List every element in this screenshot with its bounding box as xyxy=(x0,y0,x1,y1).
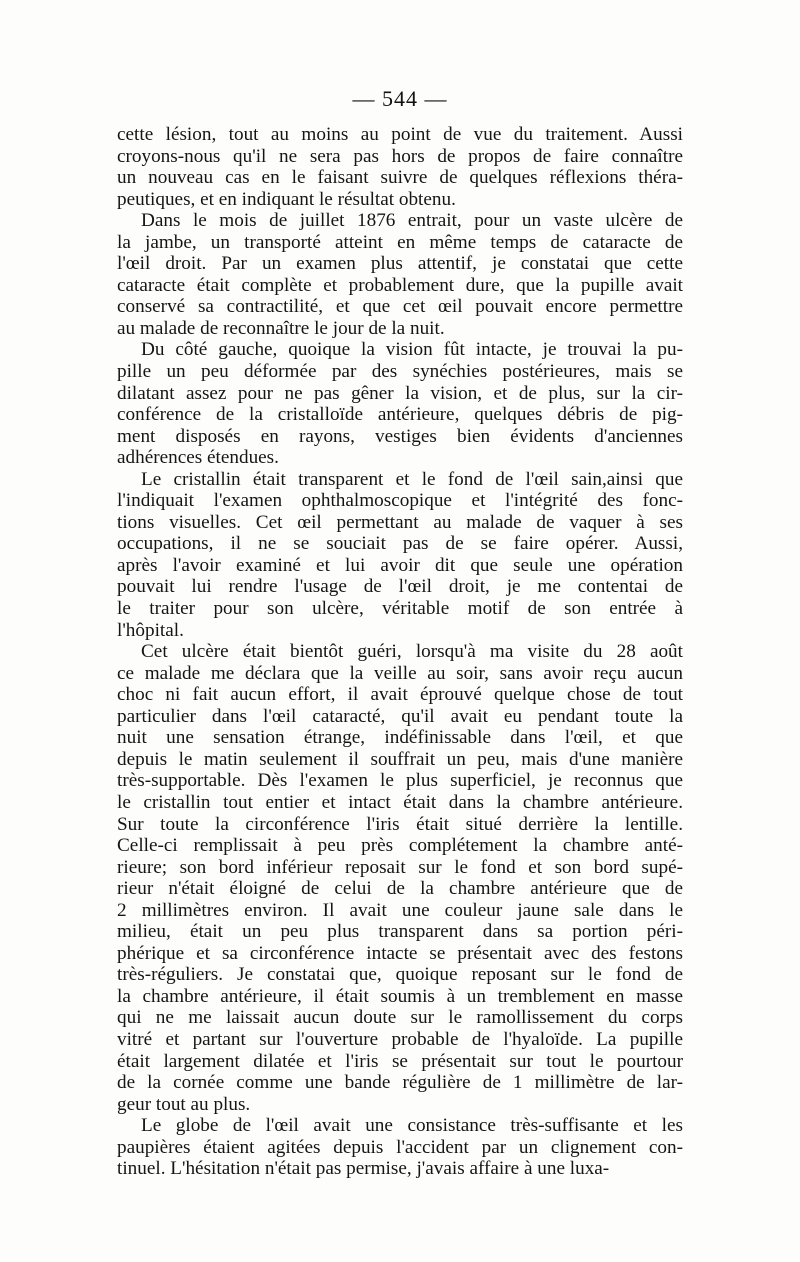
page-number: — 544 — xyxy=(352,86,448,111)
text-line: geur tout au plus. xyxy=(117,1093,251,1115)
text-line: Cet ulcère était bientôt guéri, lorsqu'à ma visite du 28 août xyxy=(141,641,683,663)
text-line: adhérences étendues. xyxy=(117,447,279,469)
text-line: Celle-ci remplissait à peu près complétement la chambre anté- xyxy=(117,835,683,857)
text-line: conservé sa contractilité, et que cet œil pouvait encore permettre xyxy=(117,296,683,318)
text-line: Dans le mois de juillet 1876 entrait, pour un vaste ulcère de xyxy=(141,210,683,232)
paragraph xyxy=(117,469,683,641)
text-line: qui ne me laissait aucun doute sur le ramollissement du corps xyxy=(117,1007,683,1029)
text-line: conférence de la cristalloïde antérieure, quelques débris de pig- xyxy=(117,404,683,426)
text-line: choc ni fait aucun effort, il avait éprouvé quelque chose de tout xyxy=(117,684,683,706)
paragraph xyxy=(117,210,683,339)
paragraph xyxy=(117,641,683,1115)
text-line: Du côté gauche, quoique la vision fût intacte, je trouvai la pu- xyxy=(141,339,683,361)
text-line: cataracte était complète et probablement dure, que la pupille avait xyxy=(117,274,683,296)
text-line: au malade de reconnaître le jour de la nuit. xyxy=(117,317,445,339)
text-line: tions visuelles. Cet œil permettant au malade de vaquer à ses xyxy=(117,511,683,533)
text-line: la chambre antérieure, il était soumis à un tremblement en masse xyxy=(117,985,683,1007)
text-line: la jambe, un transporté atteint en même temps de cataracte de xyxy=(117,231,683,253)
text-line: croyons-nous qu'il ne sera pas hors de propos de faire connaître xyxy=(117,145,683,167)
text-line: très-supportable. Dès l'examen le plus superficiel, je reconnus que xyxy=(117,770,683,792)
text-line: nuit une sensation étrange, indéfinissable dans l'œil, et que xyxy=(117,727,683,749)
text-line: ment disposés en rayons, vestiges bien évidents d'anciennes xyxy=(117,425,683,447)
text-line: paupières étaient agitées depuis l'accident par un clignement con- xyxy=(117,1136,683,1158)
text-line: Sur toute la circonférence l'iris était situé derrière la lentille. xyxy=(117,813,683,835)
paragraph xyxy=(117,124,683,210)
text-line: tinuel. L'hésitation n'était pas permise, j'avais affaire à une luxa- xyxy=(117,1158,610,1180)
text-line: cette lésion, tout au moins au point de vue du traitement. Aussi xyxy=(117,124,683,145)
text-line: un nouveau cas en le faisant suivre de quelques réflexions théra- xyxy=(117,167,683,189)
text-line: 2 millimètres environ. Il avait une couleur jaune sale dans le xyxy=(117,899,683,921)
text-line: le traiter pour son ulcère, véritable motif de son entrée à xyxy=(117,598,683,620)
text-line: milieu, était un peu plus transparent dans sa portion péri- xyxy=(117,921,683,943)
text-line: depuis le matin seulement il souffrait un peu, mais d'une manière xyxy=(117,748,683,770)
text-line: de la cornée comme une bande régulière de 1 millimètre de lar- xyxy=(117,1072,683,1094)
paragraph xyxy=(117,339,683,468)
text-line: pouvait lui rendre l'usage de l'œil droit, je me contentai de xyxy=(117,576,683,598)
text-line: dilatant assez pour ne pas gêner la vision, et de plus, sur la cir- xyxy=(117,382,683,404)
paragraph xyxy=(117,1115,683,1180)
text-line: ce malade me déclara que la veille au soir, sans avoir reçu aucun xyxy=(117,662,683,684)
text-line: occupations, il ne se souciait pas de se faire opérer. Aussi, xyxy=(117,533,683,555)
text-line: Le globe de l'œil avait une consistance très-suffisante et les xyxy=(141,1115,683,1137)
text-line: l'œil droit. Par un examen plus attentif, je constatai que cette xyxy=(117,253,683,275)
text-line: Le cristallin était transparent et le fond de l'œil sain,ainsi que xyxy=(141,468,683,490)
text-line: l'hôpital. xyxy=(117,619,184,641)
text-line: très-réguliers. Je constatai que, quoique reposant sur le fond de xyxy=(117,964,683,986)
body-text xyxy=(117,124,683,1180)
text-line: le cristallin tout entier et intact était dans la chambre antérieure. xyxy=(117,791,683,813)
text-line: phérique et sa circonférence intacte se présentait avec des festons xyxy=(117,942,683,964)
text-line: pille un peu déformée par des synéchies postérieures, mais se xyxy=(117,361,683,383)
text-line: particulier dans l'œil cataracté, qu'il avait eu pendant toute la xyxy=(117,705,683,727)
text-line: rieur n'était éloigné de celui de la chambre antérieure que de xyxy=(117,878,683,900)
text-line: l'indiquait l'examen ophthalmoscopique et l'intégrité des fonc- xyxy=(117,490,683,512)
text-line: vitré et partant sur l'ouverture probable de l'hyaloïde. La pupille xyxy=(117,1028,683,1050)
text-line: peutiques, et en indiquant le résultat obtenu. xyxy=(117,188,456,210)
text-line: rieure; son bord inférieur reposait sur le fond et son bord supé- xyxy=(117,856,683,878)
text-line: après l'avoir examiné et lui avoir dit que seule une opération xyxy=(117,554,683,576)
text-line: était largement dilatée et l'iris se présentait sur tout le pourtour xyxy=(117,1050,683,1072)
